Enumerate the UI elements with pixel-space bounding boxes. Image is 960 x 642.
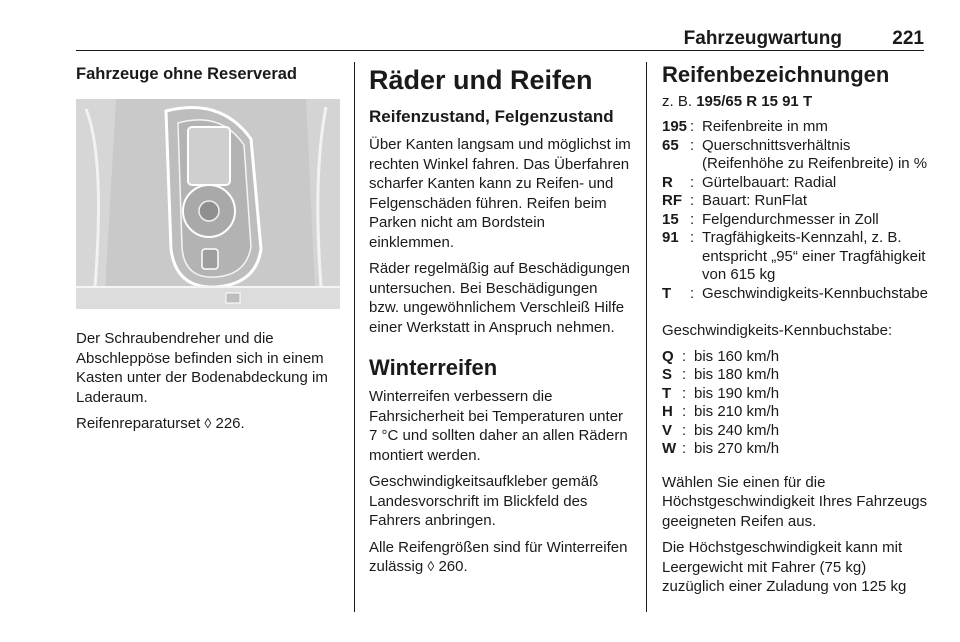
subsection-heading: Reifenzustand, Felgenzustand <box>369 107 614 126</box>
definition: Geschwindigkeits-Kennbuchstabe <box>702 284 928 302</box>
colon: : <box>690 210 695 228</box>
definition: Gürtelbauart: Radial <box>702 173 837 191</box>
list-item <box>662 211 928 230</box>
colon: : <box>690 118 695 135</box>
term: W <box>662 440 677 457</box>
term: Q <box>662 347 674 365</box>
term: S <box>662 366 673 383</box>
definition: bis 240 km/h <box>694 421 780 439</box>
list-item <box>662 403 928 422</box>
colon: : <box>690 173 695 191</box>
definition: Bauart: RunFlat <box>702 192 808 209</box>
page-header <box>76 24 924 51</box>
list-item <box>662 229 928 285</box>
term: 15 <box>662 210 679 228</box>
column-right <box>662 62 928 604</box>
paragraph: Über Kanten langsam und möglichst im rechten Winkel fahren. Das Überfahren scharfer Kanten kann zu Reifen- und Felgenschäden führen. Reifen beim Parken nicht am Bordstein einklemmen. <box>369 136 631 251</box>
column-divider <box>646 62 647 612</box>
column-left <box>76 62 342 441</box>
list-item <box>662 137 928 174</box>
spacer <box>662 303 928 321</box>
term: T <box>662 284 672 302</box>
colon: : <box>690 136 695 154</box>
definition: bis 180 km/h <box>694 366 780 383</box>
definition: bis 160 km/h <box>694 347 780 365</box>
page-reference-link[interactable]: 260. <box>438 558 468 575</box>
colon: : <box>690 284 695 302</box>
definition: bis 210 km/h <box>694 403 780 420</box>
colon: : <box>682 384 687 402</box>
list-item <box>662 366 928 385</box>
page-reference-link[interactable]: 226. <box>215 415 245 432</box>
colon: : <box>682 366 687 383</box>
section-title: Fahrzeugwartung <box>683 28 842 49</box>
paragraph: Räder regelmäßig auf Beschädigungen untersuchen. Bei Beschädigungen bzw. ungewöhnlichem Verschleiß Hilfe einer Werkstatt in Anspruch nehmen. <box>369 260 630 336</box>
list-item <box>662 440 928 459</box>
column-middle <box>369 62 631 584</box>
speed-list-heading: Geschwindigkeits-Kennbuchstabe: <box>662 322 893 339</box>
spacer <box>662 459 928 473</box>
colon: : <box>690 192 695 209</box>
example-line <box>662 93 928 110</box>
designation-list <box>662 118 928 303</box>
page-reference-icon: ◊ <box>427 558 435 574</box>
definition: bis 190 km/h <box>694 384 780 402</box>
page-reference-icon: ◊ <box>204 415 212 431</box>
colon: : <box>682 347 687 365</box>
list-item <box>662 348 928 367</box>
definition: Querschnittsverhältnis (Reifenhöhe zu Reifenbreite) in % <box>702 136 928 172</box>
section-heading-winter: Winterreifen <box>369 355 498 380</box>
definition: bis 270 km/h <box>694 440 780 457</box>
page-number: 221 <box>892 28 924 49</box>
list-item <box>662 174 928 193</box>
paragraph: Geschwindigkeitsaufkleber gemäß Landesvorschrift im Blickfeld des Fahrers anbringen. <box>369 473 599 529</box>
colon: : <box>682 440 687 457</box>
reference-text: Reifenreparaturset <box>76 415 201 432</box>
colon: : <box>690 229 695 246</box>
trunk-illustration-svg <box>76 99 340 309</box>
section-heading: Fahrzeuge ohne Reserverad <box>76 65 297 83</box>
paragraph: Wählen Sie einen für die Höchstgeschwindigkeit Ihres Fahrzeugs geeigneten Reifen aus. <box>662 473 928 530</box>
example-prefix: z. B. <box>662 93 693 110</box>
term: R <box>662 173 673 191</box>
term: V <box>662 421 673 439</box>
colon: : <box>682 421 687 439</box>
term: 195 <box>662 118 688 135</box>
colon: : <box>682 403 687 420</box>
list-item <box>662 192 928 211</box>
term: 65 <box>662 136 679 154</box>
list-item <box>662 118 928 137</box>
paragraph: Winterreifen verbessern die Fahrsicherheit bei Temperaturen unter 7 °C und sollten daher an allen Rädern montiert werden. <box>369 388 628 464</box>
term: H <box>662 403 673 420</box>
definition: Tragfähigkeits-Kennzahl, z. B. entspricht „95“ einer Tragfähigkeit von 615 kg <box>702 229 926 283</box>
list-item <box>662 422 928 441</box>
chapter-title: Räder und Reifen <box>369 65 593 95</box>
example-value: 195/65 R 15 91 T <box>696 93 813 110</box>
speed-rating-list <box>662 348 928 459</box>
column-divider <box>354 62 355 612</box>
paragraph-reference <box>76 414 342 434</box>
term: RF <box>662 192 682 209</box>
term: T <box>662 384 672 402</box>
trunk-compartment-illustration <box>76 99 340 309</box>
paragraph-reference <box>369 538 631 577</box>
term: 91 <box>662 229 679 246</box>
definition: Reifenbreite in mm <box>702 118 828 135</box>
paragraph: Der Schraubendreher und die Abschleppöse befinden sich in einem Kasten unter der Bodenabdeckung im Laderaum. <box>76 330 328 406</box>
paragraph: Die Höchstgeschwindigkeit kann mit Leergewicht mit Fahrer (75 kg) zuzüglich einer Zuladung von 125 kg <box>662 539 907 595</box>
list-item <box>662 385 928 404</box>
definition: Felgendurchmesser in Zoll <box>702 210 879 228</box>
list-item <box>662 285 928 304</box>
section-heading-tire-designation: Reifenbezeichnungen <box>662 62 890 87</box>
reference-text: Alle Reifengrößen sind für Winterreifen zulässig <box>369 538 628 575</box>
